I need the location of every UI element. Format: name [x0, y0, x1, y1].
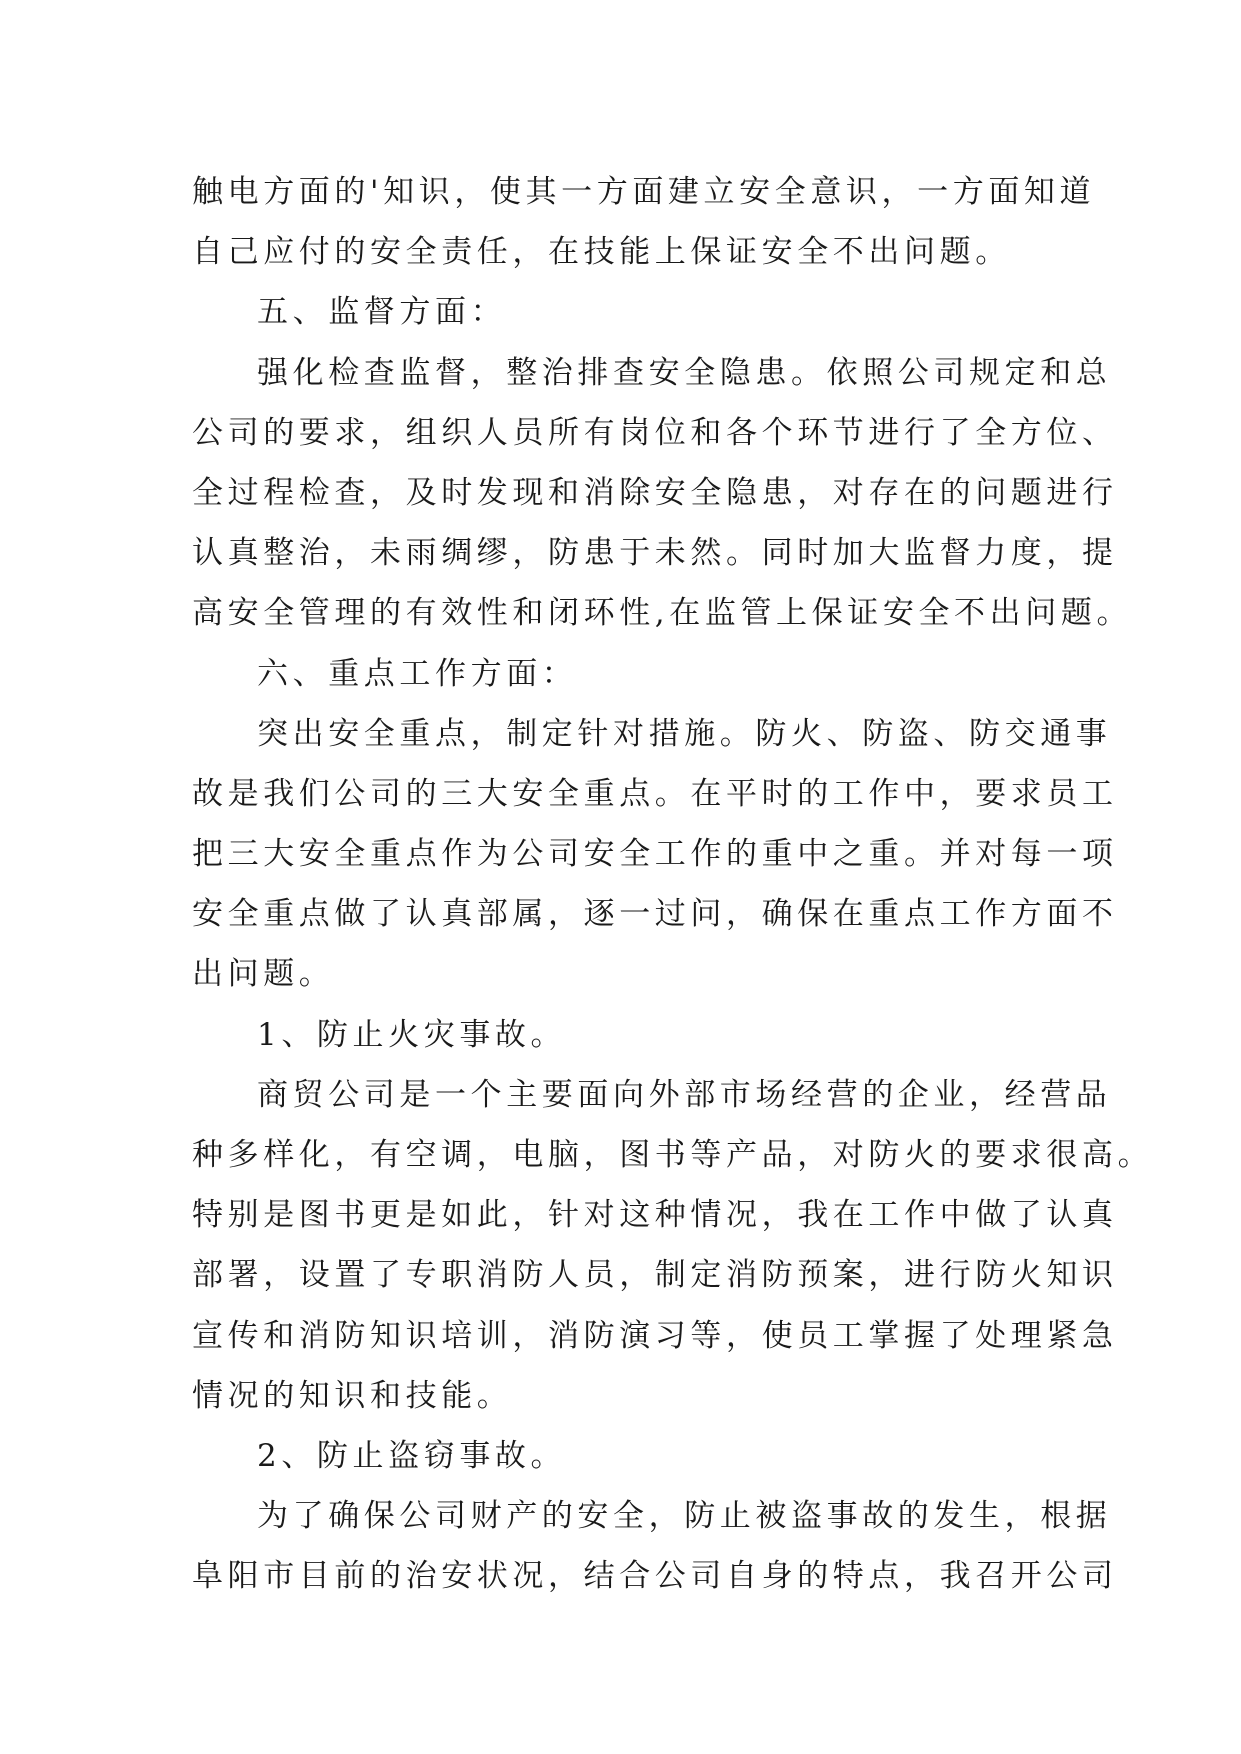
text-line: 高安全管理的有效性和闭环性,在监管上保证安全不出问题。 — [192, 595, 1133, 632]
subsection-heading: 2、防止盗窃事故。 — [257, 1437, 567, 1474]
text-line: 认真整治，未雨绸缪，防患于未然。同时加大监督力度，提 — [192, 535, 1118, 572]
section-heading: 六、重点工作方面： — [257, 655, 578, 692]
section-heading: 五、监督方面： — [257, 294, 507, 331]
text-line: 全过程检查，及时发现和消除安全隐患，对存在的问题进行 — [192, 474, 1118, 511]
subsection-heading: 1、防止火灾事故。 — [257, 1016, 567, 1053]
text-line: 把三大安全重点作为公司安全工作的重中之重。并对每一项 — [192, 836, 1118, 873]
text-line: 种多样化，有空调，电脑，图书等产品，对防火的要求很高。 — [192, 1137, 1154, 1173]
text-line: 部署，设置了专职消防人员，制定消防预案，进行防火知识 — [192, 1257, 1118, 1294]
text-line: 强化检查监督，整治排查安全隐患。依照公司规定和总 — [257, 354, 1112, 391]
text-line: 安全重点做了认真部属，逐一过问，确保在重点工作方面不 — [192, 896, 1118, 933]
text-line: 商贸公司是一个主要面向外部市场经营的企业，经营品 — [257, 1076, 1112, 1113]
text-line: 宣传和消防知识培训，消防演习等，使员工掌握了处理紧急 — [192, 1317, 1118, 1354]
text-line: 出问题。 — [192, 956, 335, 993]
text-line: 情况的知识和技能。 — [192, 1377, 513, 1414]
text-line: 自己应付的安全责任，在技能上保证安全不出问题。 — [192, 234, 1011, 271]
text-line: 触电方面的'知识，使其一方面建立安全意识，一方面知道 — [192, 174, 1096, 210]
text-line: 特别是图书更是如此，针对这种情况，我在工作中做了认真 — [192, 1197, 1118, 1234]
body-text — [192, 162, 1154, 1607]
text-line: 公司的要求，组织人员所有岗位和各个环节进行了全方位、 — [192, 414, 1118, 451]
text-line: 为了确保公司财产的安全，防止被盗事故的发生，根据 — [257, 1498, 1112, 1535]
text-line: 故是我们公司的三大安全重点。在平时的工作中，要求员工 — [192, 775, 1118, 812]
text-line: 阜阳市目前的治安状况，结合公司自身的特点，我召开公司 — [192, 1558, 1118, 1595]
text-line: 突出安全重点，制定针对措施。防火、防盗、防交通事 — [257, 715, 1112, 752]
